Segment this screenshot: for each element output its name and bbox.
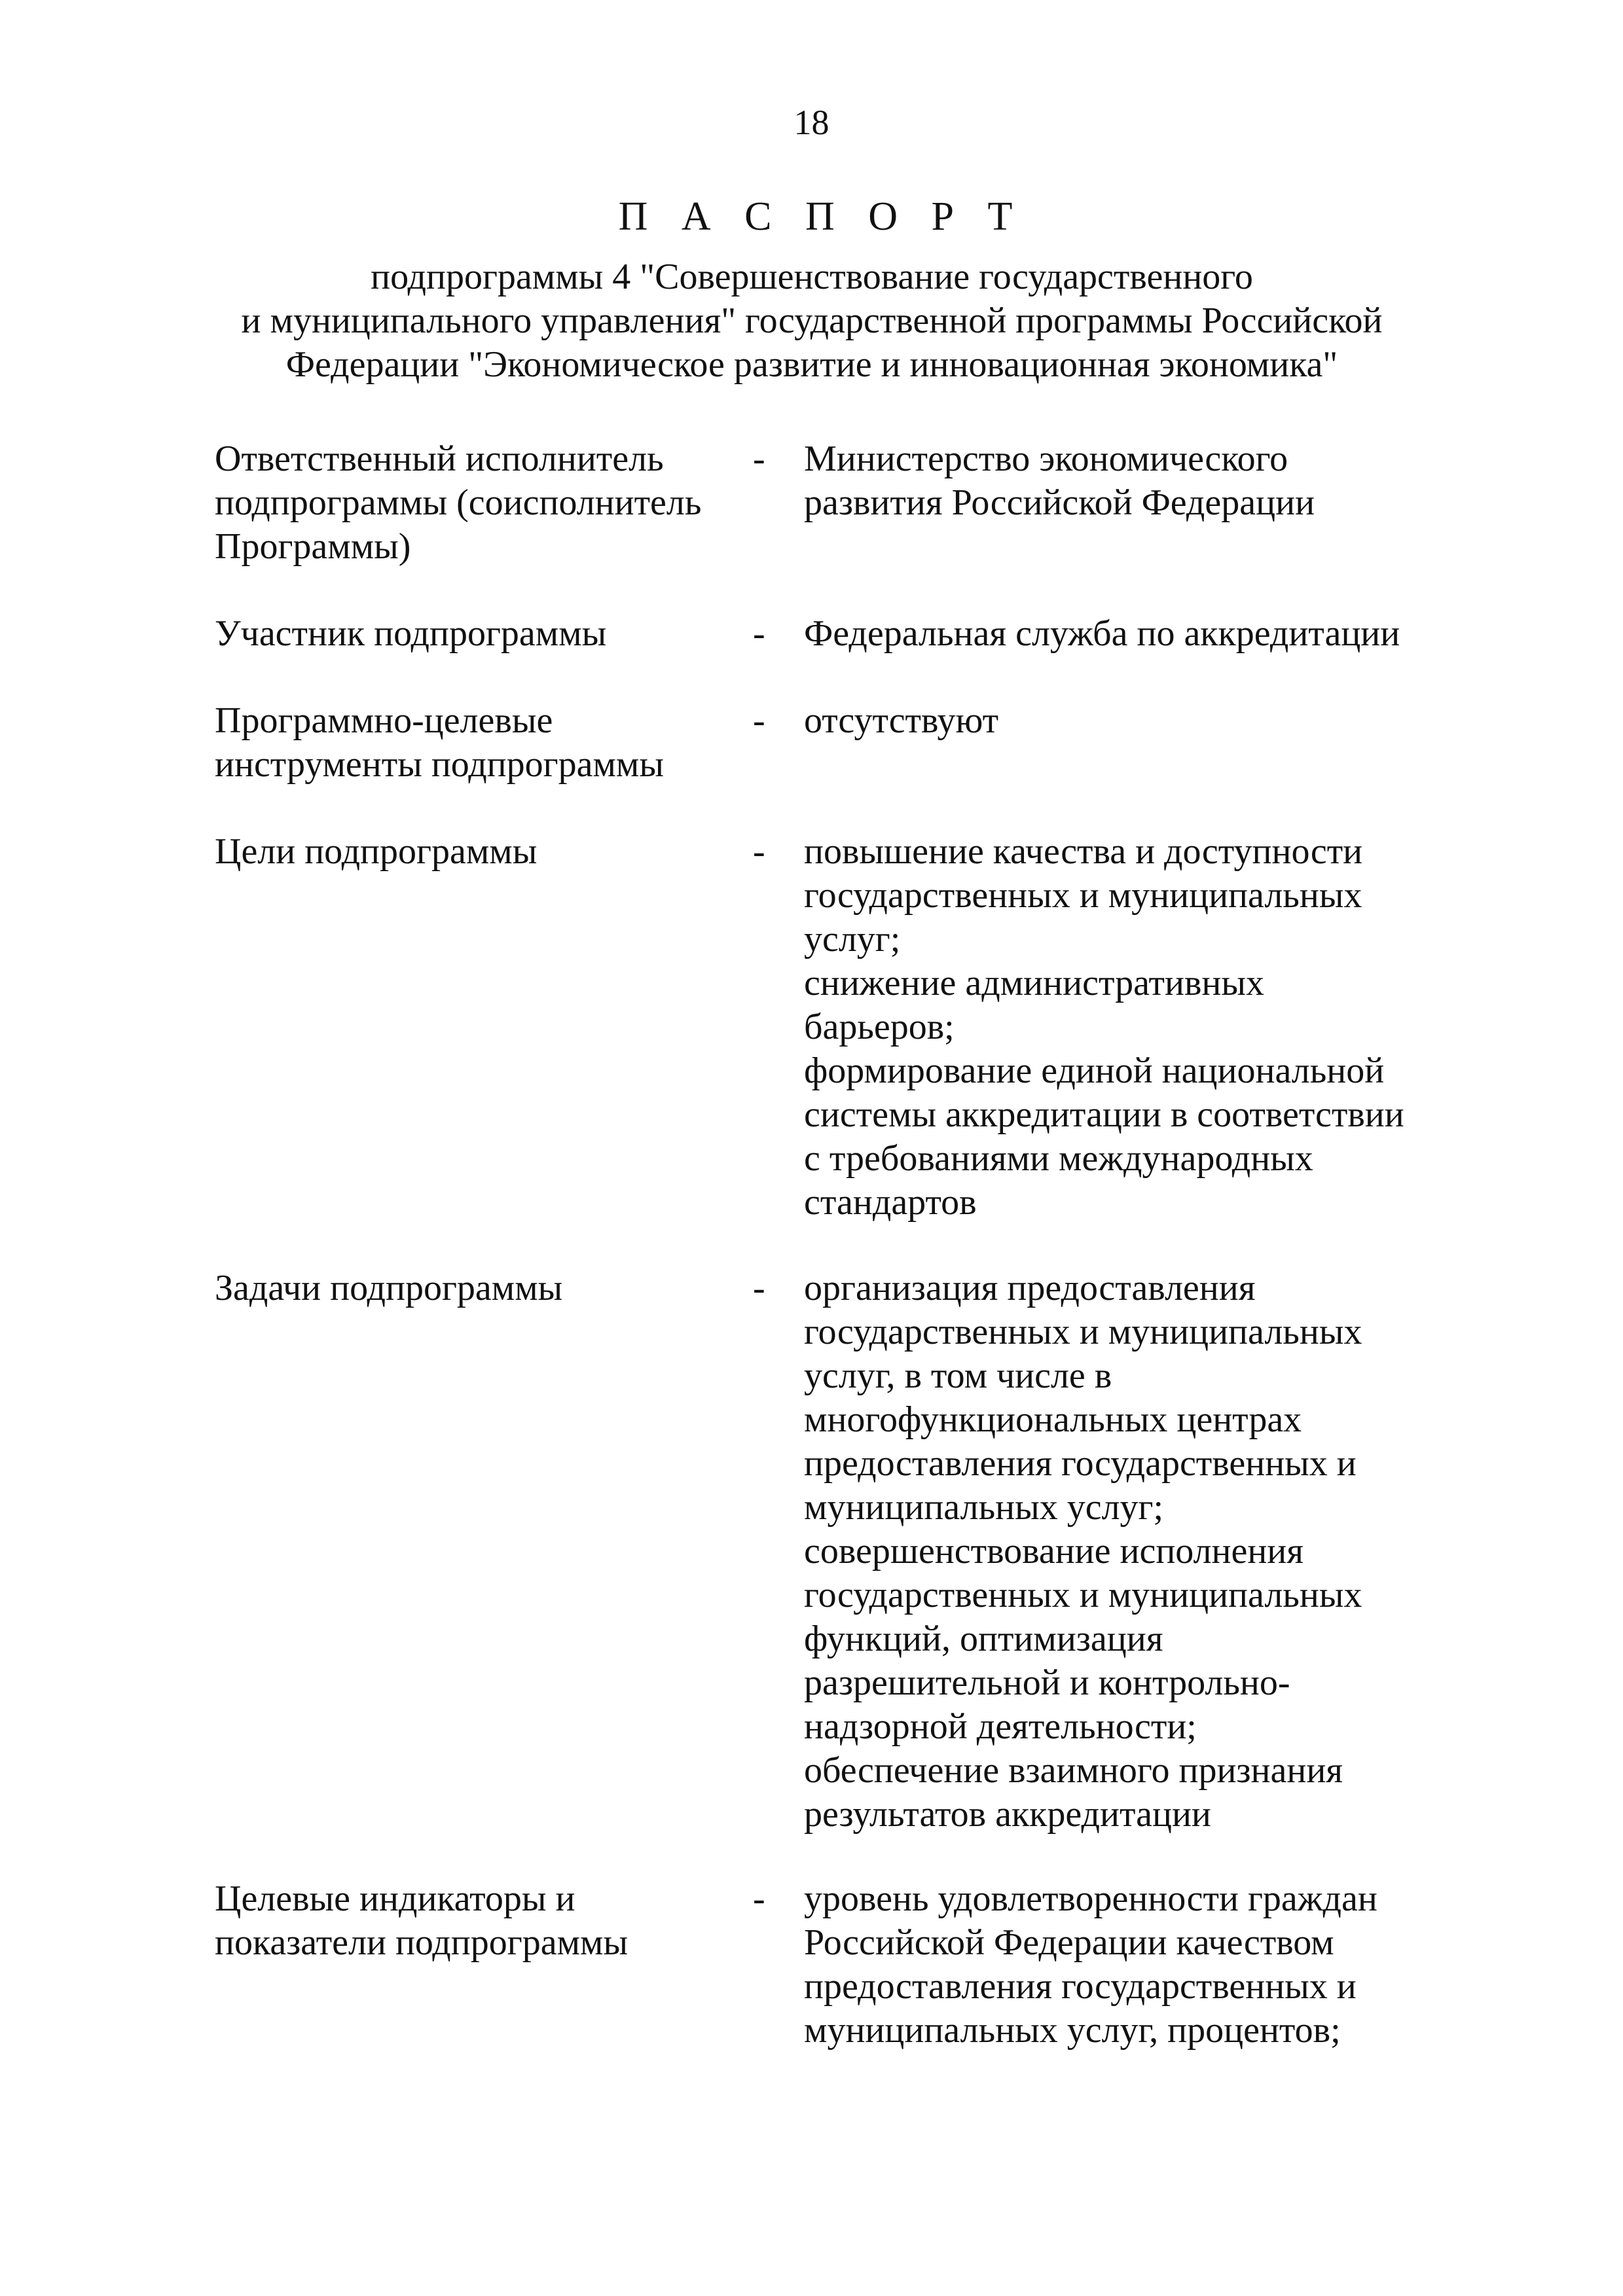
row-value <box>804 699 1472 743</box>
row-label-line: Программно-целевые <box>215 700 553 741</box>
row-dash: - <box>753 1268 765 1308</box>
row-value-line: государственных и муниципальных <box>804 875 1362 916</box>
row-value <box>804 830 1472 1225</box>
row-value-line: снижение административных <box>804 963 1264 1003</box>
row-value-line: результатов аккредитации <box>804 1794 1211 1835</box>
row-value-line: барьеров; <box>804 1007 955 1047</box>
row-dash: - <box>753 700 765 741</box>
row-value-line: Российской Федерации качеством <box>804 1922 1334 1963</box>
subtitle-line: Федерации "Экономическое развитие и инновационная экономика" <box>285 344 1338 385</box>
row-value-line: муниципальных услуг, процентов; <box>804 2010 1341 2051</box>
row-value-line: функций, оптимизация <box>804 1619 1163 1659</box>
row-value-line: системы аккредитации в соответствии <box>804 1094 1404 1135</box>
row-label-line: Программы) <box>215 526 411 567</box>
row-value-line: повышение качества и доступности <box>804 831 1363 872</box>
row-dash: - <box>753 613 765 654</box>
row-label <box>215 1877 752 1965</box>
row-value-line: услуг, в том числе в <box>804 1355 1112 1396</box>
row-value <box>804 612 1472 656</box>
document-title: П А С П О Р Т <box>618 194 1025 239</box>
row-value-line: организация предоставления <box>804 1268 1256 1308</box>
row-value-line: формирование единой национальной <box>804 1050 1385 1091</box>
row-value <box>804 1877 1472 2053</box>
row-value-line: уровень удовлетворенности граждан <box>804 1878 1377 1919</box>
row-value-line: стандартов <box>804 1182 977 1223</box>
row-value-line: обеспечение взаимного признания <box>804 1750 1343 1791</box>
row-label-line: Ответственный исполнитель <box>215 439 664 479</box>
row-value-line: отсутствуют <box>804 700 999 741</box>
page-number: 18 <box>793 103 830 142</box>
row-label <box>215 1266 752 1310</box>
row-label-line: Целевые индикаторы и <box>215 1878 575 1919</box>
row-label-line: подпрограммы (соисполнитель <box>215 482 702 523</box>
row-value-line: услуг; <box>804 919 901 960</box>
row-label-line: показатели подпрограммы <box>215 1922 629 1963</box>
subtitle-line: и муниципального управления" государственной программы Российской <box>241 300 1383 341</box>
row-value-line: совершенствование исполнения <box>804 1531 1304 1571</box>
row-value-line: Федеральная служба по аккредитации <box>804 613 1400 654</box>
row-value-line: надзорной деятельности; <box>804 1706 1197 1747</box>
row-value-line: с требованиями международных <box>804 1138 1313 1179</box>
row-label <box>215 612 752 656</box>
row-label-line: инструменты подпрограммы <box>215 744 664 785</box>
document-subtitle <box>157 255 1467 387</box>
row-label <box>215 699 752 787</box>
row-value-line: государственных и муниципальных <box>804 1312 1362 1352</box>
row-dash: - <box>753 831 765 872</box>
row-dash: - <box>753 439 765 479</box>
row-value <box>804 437 1472 525</box>
row-value-line: предоставления государственных и <box>804 1966 1357 2007</box>
row-label-line: Участник подпрограммы <box>215 613 607 654</box>
row-value-line: многофункциональных центрах <box>804 1399 1302 1440</box>
row-value-line: государственных и муниципальных <box>804 1575 1362 1615</box>
row-value-line: муниципальных услуг; <box>804 1487 1164 1528</box>
row-label-line: Задачи подпрограммы <box>215 1268 563 1308</box>
row-dash: - <box>753 1878 765 1919</box>
row-value-line: Министерство экономического <box>804 439 1288 479</box>
row-value <box>804 1266 1472 1837</box>
row-value-line: развития Российской Федерации <box>804 482 1315 523</box>
row-value-line: разрешительной и контрольно- <box>804 1662 1290 1703</box>
row-value-line: предоставления государственных и <box>804 1443 1357 1484</box>
row-label <box>215 437 752 569</box>
subtitle-line: подпрограммы 4 "Совершенствование государственного <box>371 257 1253 297</box>
row-label-line: Цели подпрограммы <box>215 831 538 872</box>
row-label <box>215 830 752 874</box>
